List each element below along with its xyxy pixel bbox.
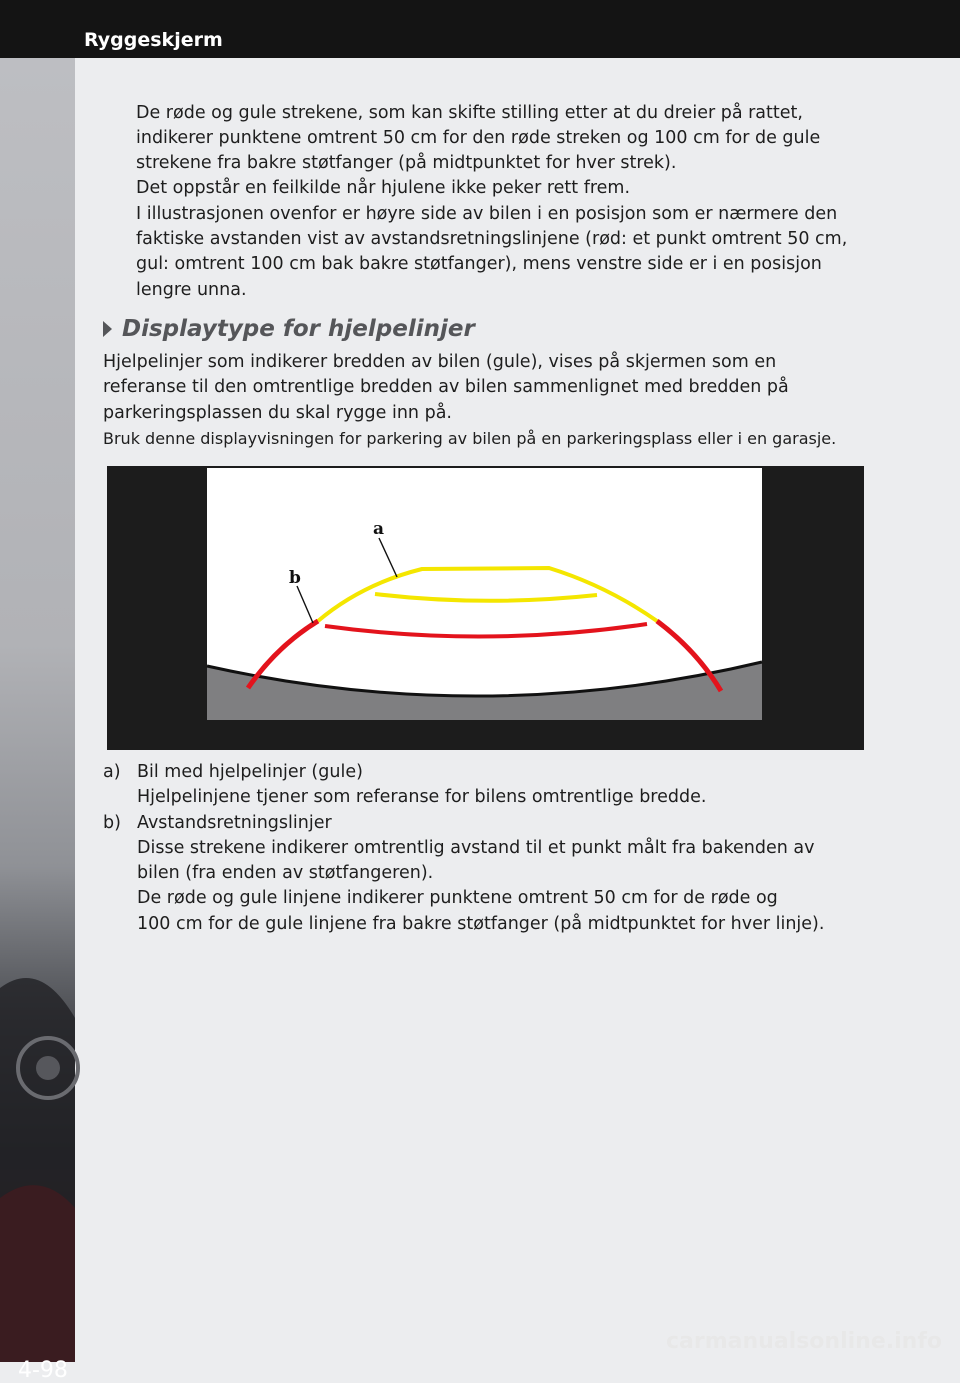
rear-view-camera-illustration <box>107 466 864 750</box>
legend-line: Disse strekene indikerer omtrentlig avstand til et punkt målt fra bakenden av <box>137 837 815 858</box>
legend-line: De røde og gule linjene indikerer punktene omtrent 50 cm for de røde og <box>137 888 778 909</box>
section-heading-text: Displaytype for hjelpelinjer <box>122 316 475 342</box>
dashboard-photo <box>0 58 75 1362</box>
figure-label-b: b <box>289 568 301 588</box>
legend-line: bilen (fra enden av støtfangeren). <box>137 863 434 884</box>
section-line: Hjelpelinjer som indikerer bredden av bilen (gule), vises på skjermen som en <box>103 352 777 372</box>
legend-title: Avstandsretningslinjer <box>137 812 332 833</box>
intro-line: Det oppstår en feilkilde når hjulene ikke peker rett frem. <box>136 178 631 198</box>
intro-line: indikerer punktene omtrent 50 cm for den røde streken og 100 cm for de gule <box>136 128 821 148</box>
intro-line: faktiske avstanden vist av avstandsretningslinjene (rød: et punkt omtrent 50 cm, <box>136 229 848 249</box>
intro-line: De røde og gule strekene, som kan skifte stilling etter at du dreier på rattet, <box>136 103 803 123</box>
heading-marker-icon <box>103 321 112 337</box>
section-line: referanse til den omtrentlige bredden av bilen sammenlignet med bredden på <box>103 377 789 397</box>
header-title: Ryggeskjerm <box>84 29 223 51</box>
legend-item-a <box>103 760 903 811</box>
intro-line: lengre unna. <box>136 280 247 300</box>
watermark: carmanualsonline.info <box>666 1329 942 1354</box>
figure-label-a: a <box>373 519 385 539</box>
legend-line: 100 cm for de gule linjene fra bakre støtfanger (på midtpunktet for hver linje). <box>137 913 825 934</box>
legend-line: Hjelpelinjene tjener som referanse for bilens omtrentlige bredde. <box>137 787 707 808</box>
page-header <box>0 0 960 58</box>
legend-list <box>103 760 903 937</box>
page-number: 4-98 <box>18 1358 68 1383</box>
section-note: Bruk denne displayvisningen for parkering av bilen på en parkeringsplass eller i en garasje. <box>103 429 837 448</box>
intro-line: I illustrasjonen ovenfor er høyre side av bilen i en posisjon som er nærmere den <box>136 204 838 224</box>
legend-item-b <box>103 811 903 937</box>
intro-line: strekene fra bakre støtfanger (på midtpunktet for hver strek). <box>136 153 677 173</box>
sidebar-photo-strip <box>0 58 75 1383</box>
intro-line: gul: omtrent 100 cm bak bakre støtfanger), mens venstre side er i en posisjon <box>136 254 822 274</box>
legend-marker: a) <box>103 762 121 782</box>
legend-marker: b) <box>103 812 121 833</box>
legend-title: Bil med hjelpelinjer (gule) <box>137 762 363 782</box>
section-line: parkeringsplassen du skal rygge inn på. <box>103 403 452 423</box>
section-heading <box>103 316 475 342</box>
